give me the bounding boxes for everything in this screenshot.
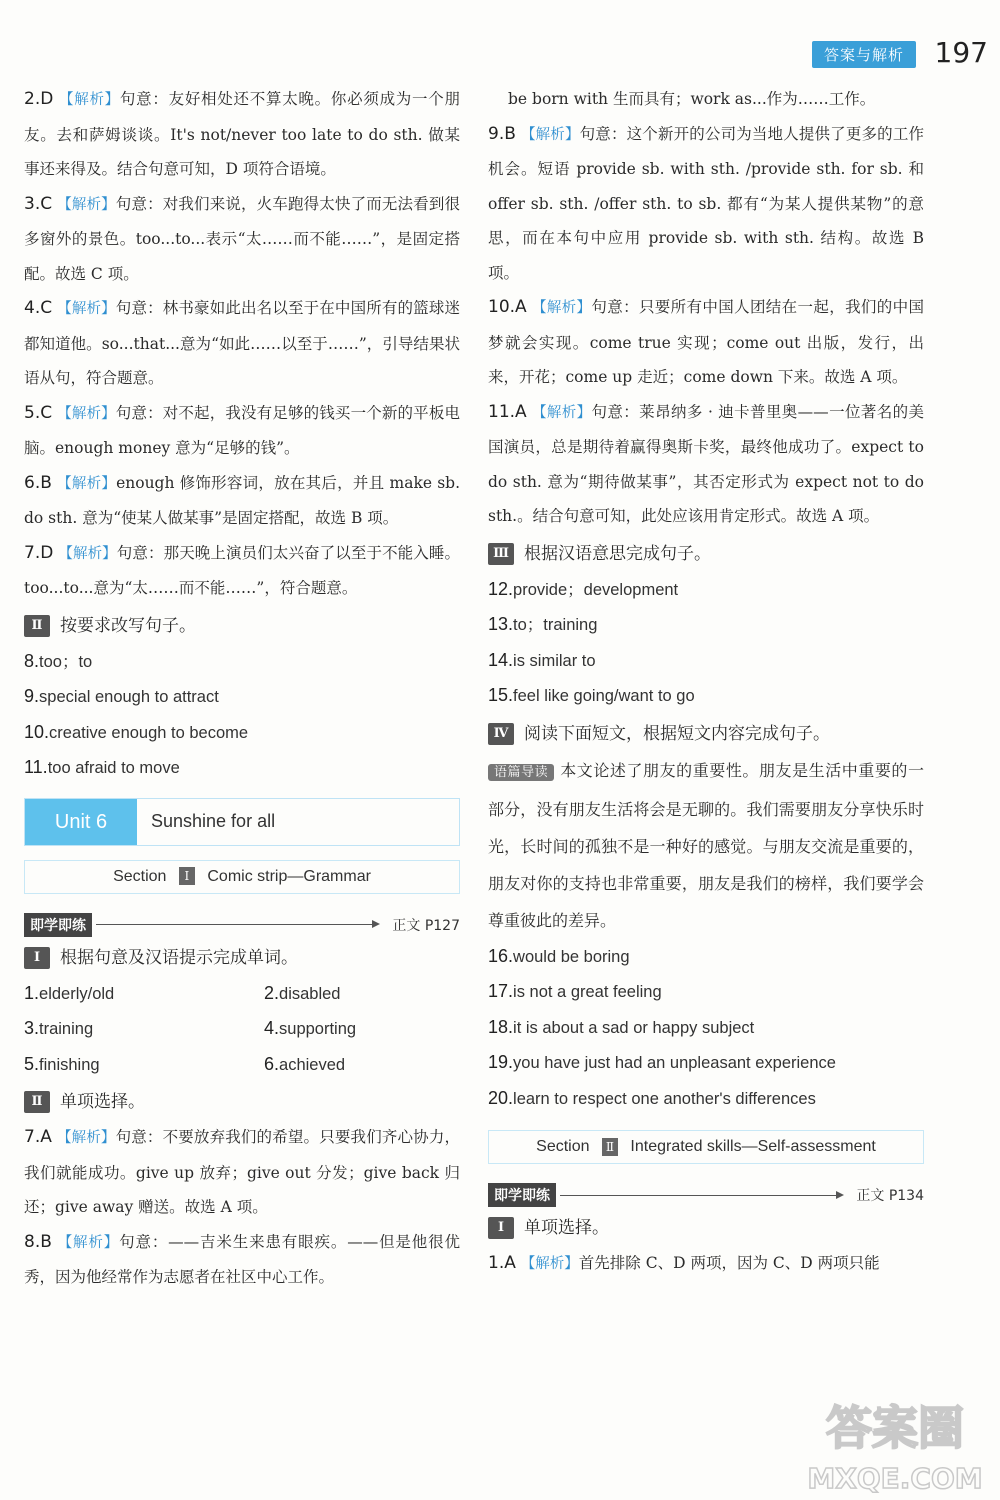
section-heading-text: 阅读下面短文，根据短文内容完成句子。: [524, 723, 830, 744]
answer-line: [264, 976, 460, 1012]
choice-items: [24, 1120, 460, 1295]
section-heading-text: 按要求改写句子。: [60, 615, 196, 636]
section-heading-text: 单项选择。: [524, 1218, 609, 1238]
section-banner: [24, 860, 460, 894]
answer-item: [488, 395, 924, 534]
section-prefix: Section: [536, 1138, 590, 1155]
section-heading-rewrite: [24, 608, 460, 644]
answer-line: [488, 974, 924, 1010]
section-heading-text: 单项选择。: [60, 1092, 145, 1112]
answer-line: [264, 1011, 460, 1047]
item-number: 3.: [24, 1018, 40, 1038]
roman-numeral-badge: Ⅳ: [488, 723, 514, 745]
item-number: 9.: [24, 686, 40, 706]
section-heading-text: 根据汉语意思完成句子。: [524, 543, 711, 564]
section-heading-translate: [488, 536, 924, 572]
answer-item: [24, 466, 460, 536]
rewrite-answers: [24, 644, 460, 786]
practice-ref: 正文 P134: [856, 1188, 924, 1204]
analysis-tag: 【解析】: [531, 404, 592, 421]
item-number: 3.C: [24, 193, 53, 214]
section-title: Integrated skills—Self-assessment: [630, 1138, 876, 1155]
answer-line: [24, 679, 460, 715]
answer-text: it is about a sad or happy subject: [513, 1018, 755, 1037]
analysis-text: 首先排除 C、D 两项，因为 C、D 两项只能: [578, 1254, 880, 1272]
answer-line: [24, 1047, 264, 1083]
analysis-text: 句意：对我们来说，火车跑得太快了而无法看到很多窗外的景色。too...to...表示“太……而不能……”，是固定搭配。故选 C 项。: [24, 194, 460, 283]
item-number: 7.A: [24, 1127, 52, 1147]
answer-text: to；training: [513, 616, 598, 634]
item-number: 8.: [24, 650, 40, 671]
answer-item: [24, 82, 460, 187]
practice-bar: [24, 912, 460, 938]
analysis-text: 句意：莱昂纳多 · 迪卡普里奥——一位著名的美国演员，总是期待着赢得奥斯卡奖，最终他成功了。expect to do sth. 意为“期待做某事”，其否定形式为 expect not to do sth.。结合句意可知，此处应该用肯定形式。故选 A 项。: [488, 402, 924, 525]
item-number: 16.: [488, 945, 514, 966]
item-number: 5.: [24, 1053, 40, 1074]
guide-tag: 语篇导读: [488, 764, 554, 781]
answer-line: [488, 939, 924, 975]
item-number: 18.: [488, 1016, 514, 1037]
answer-text: would be boring: [513, 947, 630, 966]
page-number: 197: [934, 36, 988, 69]
roman-numeral-badge: Ⅲ: [488, 543, 514, 565]
answer-line: [24, 750, 460, 786]
watermark-text: 答案圈: [826, 1401, 964, 1455]
analysis-tag: 【解析】: [57, 1234, 120, 1251]
answer-line: [24, 644, 460, 680]
analysis-text: 句意：不要放弃我们的希望。只要我们齐心协力，我们就能成功。give up 放弃；give out 分发；give back 归还；give away 赠送。故选 A 项。: [24, 1128, 460, 1216]
section-heading-reading: [488, 716, 924, 752]
analysis-tag: 【解析】: [58, 545, 117, 562]
reading-answers: [488, 939, 924, 1117]
answer-line: [488, 1081, 924, 1117]
item-number: 13.: [488, 614, 514, 634]
left-items-top: [24, 82, 460, 606]
answer-text: creative enough to become: [49, 723, 249, 742]
practice-tag: 即学即练: [24, 913, 92, 937]
item-number: 15.: [488, 685, 514, 705]
answer-text: feel like going/want to go: [513, 687, 695, 705]
section-roman: Ⅰ: [179, 867, 195, 885]
continued-text: be born with 生而具有；work as...作为……工作。: [508, 90, 876, 108]
answer-text: supporting: [279, 1020, 357, 1038]
answer-text: special enough to attract: [39, 688, 219, 706]
section-heading-text: 根据句意及汉语提示完成单词。: [60, 947, 298, 968]
answer-text: is similar to: [513, 651, 596, 670]
roman-numeral-badge: Ⅰ: [24, 947, 50, 969]
analysis-text: 句意：林书豪如此出名以至于在中国所有的篮球迷都知道他。so...that...意为“如此……以至于……”，引导结果状语从句，符合题意。: [24, 299, 460, 387]
answer-line: [264, 1047, 460, 1083]
answer-text: too afraid to move: [47, 759, 180, 777]
analysis-tag: 【解析】: [57, 475, 117, 492]
item-number: 10.A: [488, 297, 527, 317]
roman-numeral-badge: Ⅱ: [24, 615, 50, 637]
answer-text: you have just had an unpleasant experience: [513, 1054, 836, 1072]
analysis-text: 句意：对不起，我没有足够的钱买一个新的平板电脑。enough money 意为“足够的钱”。: [24, 403, 460, 457]
answer-text: disabled: [279, 984, 341, 1003]
answer-item: [24, 291, 460, 396]
practice-bar: [488, 1182, 924, 1208]
answer-line: [24, 1011, 264, 1047]
analysis-tag: 【解析】: [56, 1130, 116, 1146]
choice-items: [488, 1246, 924, 1282]
analysis-text: 句意：那天晚上演员们太兴奋了以至于不能入睡。too...to...意为“太……而不能……”，符合题意。: [24, 543, 460, 597]
page-header: [812, 40, 916, 68]
item-number: 14.: [488, 649, 514, 670]
item-number: 6.: [264, 1053, 280, 1074]
analysis-text: 句意：只要所有中国人团结在一起，我们的中国梦就会实现。come true 实现；come out 出版，发行，出来，开花；come up 走近；come down 下来。故选 A 项。: [488, 298, 924, 386]
answer-line: [24, 976, 264, 1012]
answer-text: training: [39, 1020, 94, 1038]
item-number: 6.B: [24, 472, 52, 493]
analysis-tag: 【解析】: [520, 1256, 579, 1272]
item-number: 8.B: [24, 1231, 52, 1252]
section-title: Comic strip—Grammar: [207, 867, 371, 885]
item-number: 12.: [488, 578, 514, 599]
arrow-right-icon: [96, 924, 378, 925]
answer-line: [24, 715, 460, 751]
answer-item: [24, 396, 460, 466]
item-number: 5.C: [24, 402, 53, 423]
answer-text: too；to: [39, 652, 93, 671]
practice-ref: 正文 P127: [392, 917, 460, 934]
answer-text: finishing: [39, 1055, 100, 1074]
answer-line: [488, 607, 924, 643]
analysis-text: 句意：友好相处还不算太晚。你必须成为一个朋友。去和萨姆谈谈。It's not/never too late to do sth. 做某事还来得及。结合句意可知，D 项符合语境。: [24, 90, 460, 178]
analysis-text: 句意：这个新开的公司为当地人提供了更多的工作机会。短语 provide sb. with sth. /provide sth. for sb. 和 offer sb. sth. /offer sth. to sb. 都有“为某人提供某物”的意思，而在本句中应用 provide sb. with sth. 结构。故选 B 项。: [488, 124, 924, 282]
watermark-logo: [790, 1380, 1000, 1500]
answer-item: [488, 117, 924, 291]
item-number: 4.: [264, 1018, 280, 1038]
answer-line: [488, 678, 924, 714]
arrow-right-icon: [560, 1195, 842, 1196]
roman-numeral-badge: Ⅰ: [488, 1217, 514, 1239]
item-number: 11.: [24, 757, 48, 777]
section-banner: [488, 1130, 924, 1164]
answer-line: [488, 1010, 924, 1046]
item-number: 11.A: [488, 401, 527, 422]
item-number: 17.: [488, 981, 514, 1001]
section-roman: Ⅱ: [602, 1138, 618, 1156]
analysis-tag: 【解析】: [58, 92, 120, 108]
analysis-tag: 【解析】: [57, 301, 116, 317]
section-heading-words: [24, 940, 460, 976]
answer-item: [24, 187, 460, 292]
answer-item: [24, 1225, 460, 1295]
right-items-top: [488, 117, 924, 534]
item-number: 1.: [24, 982, 40, 1003]
analysis-text: 句意：——吉米生来患有眼疾。——但是他很优秀，因为他经常作为志愿者在社区中心工作。: [24, 1232, 460, 1286]
analysis-tag: 【解析】: [520, 126, 580, 143]
reading-guide: [488, 752, 924, 939]
practice-tag: 即学即练: [488, 1183, 556, 1207]
unit-title: Sunshine for all: [151, 811, 276, 831]
guide-text: 本文论述了朋友的重要性。朋友是生活中重要的一部分，没有朋友生活将会是无聊的。我们需要朋友分享快乐时光，长时间的孤独不是一种好的感觉。与朋友交流是重要的，朋友对你的支持也非常重要，朋友是我们的榜样，我们要学会尊重彼此的差异。: [488, 760, 924, 930]
right-column: [488, 82, 924, 1282]
header-tag: 答案与解析: [812, 41, 916, 68]
item-number: 20.: [488, 1087, 514, 1108]
watermark-url: MXQE.COM: [807, 1462, 983, 1495]
section-heading-choice: [24, 1084, 460, 1120]
section-prefix: Section: [113, 867, 167, 885]
answer-item: [24, 536, 460, 606]
answer-text: learn to respect one another's differences: [513, 1089, 816, 1108]
item-number: 2.D: [24, 89, 54, 109]
roman-numeral-badge: Ⅱ: [24, 1091, 50, 1113]
analysis-tag: 【解析】: [57, 405, 116, 422]
answer-text: elderly/old: [39, 984, 115, 1003]
left-column: [24, 82, 460, 1295]
word-answers: [24, 976, 460, 1083]
analysis-text: enough 修饰形容词，放在其后，并且 make sb. do sth. 意为“使某人做某事”是固定搭配，故选 B 项。: [24, 473, 461, 527]
item-number: 2.: [264, 982, 280, 1003]
item-number: 10.: [24, 721, 50, 742]
item-number: 4.C: [24, 298, 53, 318]
answer-text: achieved: [279, 1055, 346, 1074]
unit-label: Unit 6: [25, 799, 137, 845]
answer-line: [488, 572, 924, 608]
item-number: 1.A: [488, 1253, 516, 1273]
section-heading-choice: [488, 1210, 924, 1246]
item-number: 7.D: [24, 542, 54, 563]
item-number: 19.: [488, 1052, 514, 1072]
answer-text: provide；development: [513, 580, 679, 599]
answer-item: [488, 290, 924, 395]
analysis-tag: 【解析】: [57, 196, 116, 213]
answer-item: [488, 1246, 924, 1282]
translate-answers: [488, 572, 924, 714]
item-number: 9.B: [488, 123, 516, 144]
answer-line: [488, 1045, 924, 1081]
answer-text: is not a great feeling: [513, 983, 662, 1001]
unit-banner: [24, 798, 460, 846]
answer-item: [24, 1120, 460, 1225]
answer-line: [488, 643, 924, 679]
analysis-tag: 【解析】: [531, 300, 592, 316]
